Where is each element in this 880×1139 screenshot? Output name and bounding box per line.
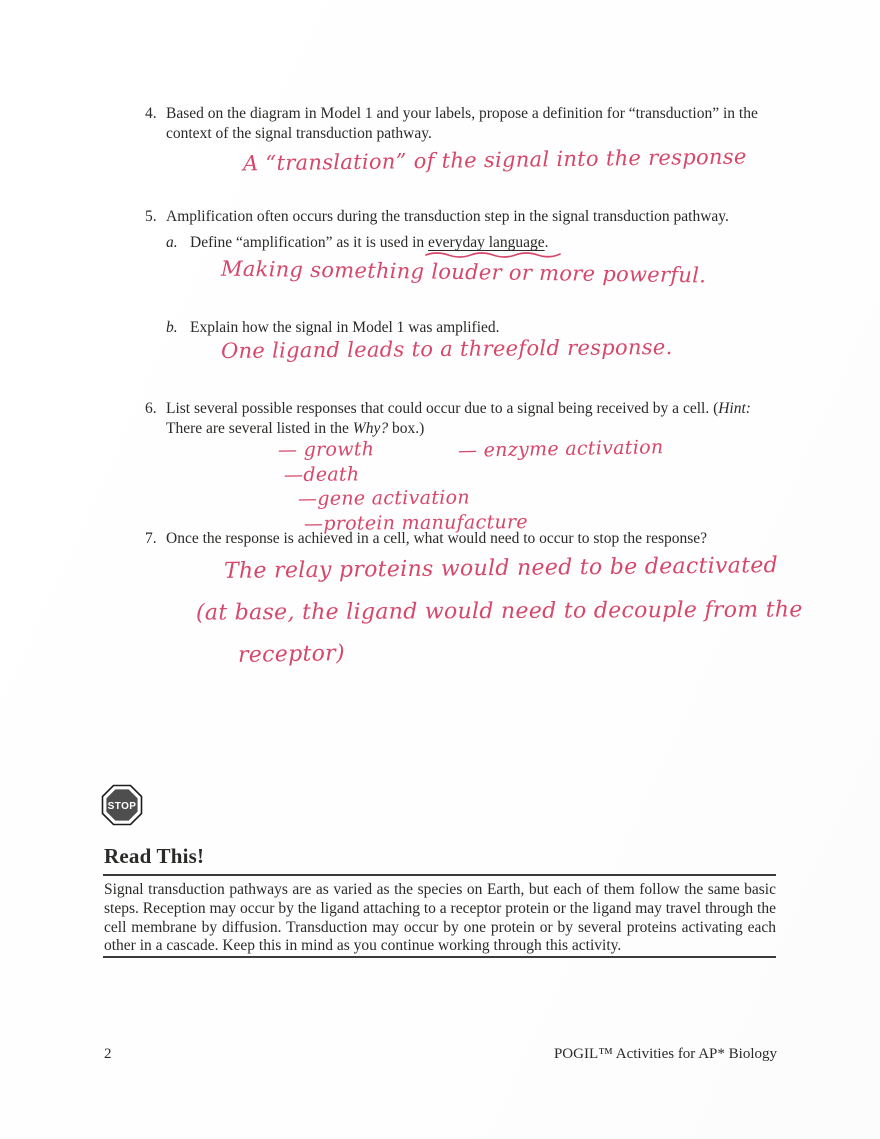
question-5a-text-after: . bbox=[544, 234, 549, 251]
question-5b bbox=[166, 318, 666, 338]
question-7 bbox=[145, 529, 805, 549]
question-4-number: 4. bbox=[145, 105, 157, 122]
handwritten-answer-7-line-2: (at base, the ligand would need to decouple from the bbox=[195, 597, 803, 626]
question-5-text: Amplification often occurs during the transduction step in the signal transduction pathway. bbox=[166, 208, 729, 225]
question-6-seg1: List several possible responses that could occur due to a signal being received by a cell. ( bbox=[166, 400, 719, 417]
handwritten-list-item: —protein manufacture bbox=[303, 510, 529, 535]
question-5b-letter: b. bbox=[166, 319, 178, 336]
question-5a-text-before: Define “amplification” as it is used in bbox=[190, 234, 429, 251]
handwritten-answer-4: A “translation” of the signal into the response bbox=[242, 144, 747, 176]
question-6-seg3: box.) bbox=[388, 419, 425, 437]
question-6-text bbox=[166, 399, 776, 438]
read-this-heading: Read This! bbox=[104, 844, 205, 868]
question-7-number: 7. bbox=[145, 530, 157, 547]
question-6-seg2: There are several listed in the bbox=[166, 419, 353, 437]
handwritten-list-item: — growth bbox=[277, 438, 375, 462]
question-5a-underlined-text: everyday language bbox=[428, 234, 545, 251]
footer-source: POGIL™ Activities for AP* Biology bbox=[553, 1046, 777, 1062]
stop-sign-icon bbox=[101, 784, 143, 826]
question-5 bbox=[145, 207, 805, 227]
question-5b-text: Explain how the signal in Model 1 was amplified. bbox=[190, 319, 500, 336]
pink-squiggle-underline-icon bbox=[425, 250, 561, 259]
question-6 bbox=[145, 399, 776, 438]
handwritten-answer-5a: Making something louder or more powerful. bbox=[220, 256, 707, 288]
stop-sign-label: STOP bbox=[107, 800, 137, 812]
handwritten-answer-6-column-2: — enzyme activation bbox=[457, 436, 664, 462]
question-5a-letter: a. bbox=[166, 234, 178, 251]
divider-top bbox=[103, 874, 776, 876]
question-7-text: Once the response is achieved in a cell, what would need to occur to stop the response? bbox=[166, 530, 708, 547]
question-6-number: 6. bbox=[145, 400, 157, 417]
page-number: 2 bbox=[104, 1046, 112, 1062]
question-4-text: Based on the diagram in Model 1 and your labels, propose a definition for “transduction” in the context of the signal transduction pathway. bbox=[166, 105, 758, 142]
question-6-why-italic: Why? bbox=[352, 419, 389, 437]
question-4 bbox=[145, 104, 776, 143]
handwritten-list-item: —gene activation bbox=[297, 486, 470, 511]
question-5-number: 5. bbox=[145, 208, 157, 225]
divider-bottom bbox=[103, 956, 776, 958]
handwritten-list-item: —death bbox=[283, 462, 360, 486]
stop-sign-octagon bbox=[101, 784, 143, 826]
question-5a-underlined-phrase bbox=[428, 234, 545, 251]
read-this-body: Signal transduction pathways are as varied as the species on Earth, but each of them follow the same basic steps. Reception may occur by the ligand attaching to a receptor protein or the ligand may travel through the cell membrane by diffusion. Transduction may occur by one protein or by several proteins activating each other in a cascade. Keep this in mind as you continue working through this activity. bbox=[104, 881, 776, 955]
handwritten-answer-7-line-1: The relay proteins would need to be deactivated bbox=[223, 553, 779, 584]
handwritten-answer-7-line-3: receptor) bbox=[237, 641, 346, 668]
question-6-hint-italic: Hint: bbox=[718, 400, 751, 417]
question-5a-text bbox=[190, 233, 726, 253]
handwritten-answer-5b: One ligand leads to a threefold response. bbox=[220, 335, 673, 363]
question-5a bbox=[166, 233, 726, 253]
